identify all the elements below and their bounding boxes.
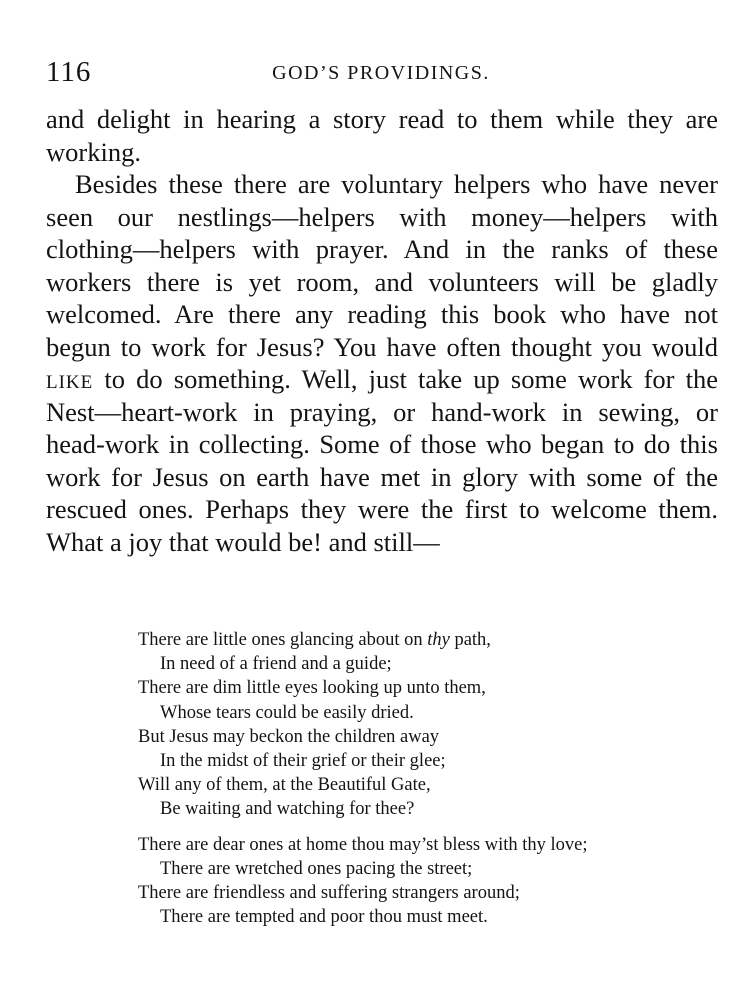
prose-body bbox=[46, 103, 718, 558]
poem-line: But Jesus may beckon the children away bbox=[138, 726, 440, 747]
poem-line: In need of a friend and a guide; bbox=[160, 654, 392, 675]
page-number: 116 bbox=[46, 56, 92, 88]
poem-line: Be waiting and watching for thee? bbox=[160, 799, 415, 820]
poem-line: In the midst of their grief or their glee; bbox=[160, 751, 446, 772]
page-header bbox=[46, 54, 716, 90]
poem-line: There are dear ones at home thou may’st bless with thy love; bbox=[138, 834, 588, 855]
poem-stanza-2 bbox=[138, 833, 698, 930]
running-title: GOD’S PROVIDINGS. bbox=[272, 62, 490, 84]
paragraph-2-part-b: to do something. Well, just take up some work for the Nest—heart-work in praying, or hand-work in sewing, or head-work in collecting. Some of those who began to do this work for Jesus on earth have met in glory with some of the rescued ones. Perhaps they were the first to welcome them. What a joy that would be! and still— bbox=[46, 364, 718, 557]
poem-line: There are friendless and suffering strangers around; bbox=[138, 883, 520, 904]
emphasis-like: like bbox=[46, 364, 94, 394]
paragraph-2-part-a: Besides these there are voluntary helpers who have never seen our nestlings—helpers with money—helpers with clothing—helpers with prayer. And in the ranks of these workers there is yet room, and volunteers will be gladly welcomed. Are there any reading this book who have not begun to work for Jesus? You have often thought you would bbox=[46, 169, 718, 362]
paragraph-1: and delight in hearing a story read to them while they are working. bbox=[46, 104, 718, 167]
poem-line: There are little ones glancing about on thy path, bbox=[138, 630, 491, 650]
poem-line: Will any of them, at the Beautiful Gate, bbox=[138, 775, 431, 796]
poem-line: There are dim little eyes looking up unto them, bbox=[138, 678, 486, 699]
paragraph-2 bbox=[46, 168, 718, 558]
poem-line: Whose tears could be easily dried. bbox=[160, 702, 414, 723]
poem bbox=[138, 628, 698, 940]
emphasis-thy: thy bbox=[427, 630, 450, 650]
poem-stanza-1 bbox=[138, 628, 698, 822]
poem-line: There are tempted and poor thou must meet. bbox=[160, 907, 488, 928]
poem-line: There are wretched ones pacing the street; bbox=[160, 858, 473, 879]
